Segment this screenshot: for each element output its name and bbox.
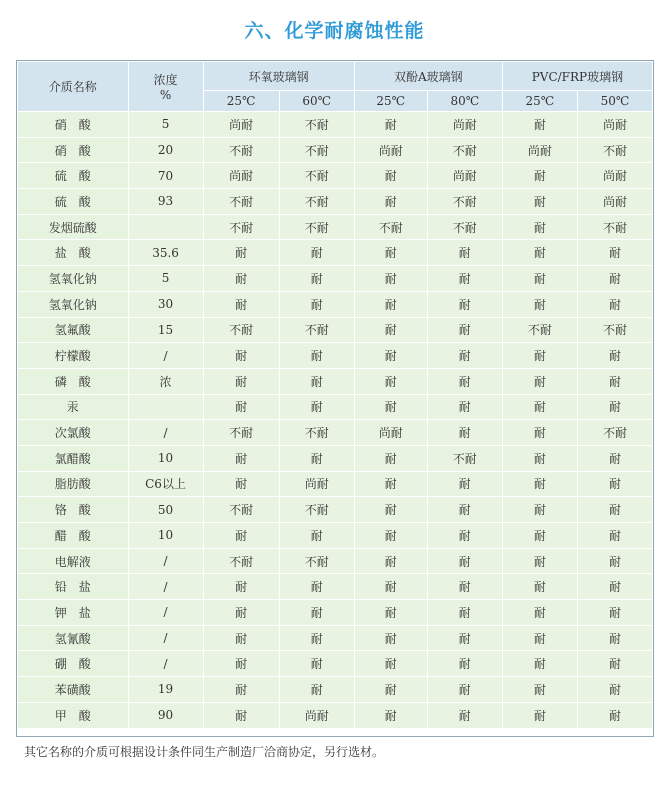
resistance-cell: 耐	[502, 214, 577, 240]
table-row	[18, 368, 653, 394]
resistance-cell: 不耐	[203, 497, 279, 523]
resistance-cell: 耐	[502, 394, 577, 420]
resistance-cell: 耐	[203, 523, 279, 549]
resistance-cell: 耐	[354, 523, 427, 549]
header-temp: 25℃	[354, 91, 427, 112]
resistance-cell: 耐	[203, 240, 279, 266]
resistance-cell: 耐	[577, 368, 652, 394]
table-row	[18, 266, 653, 292]
resistance-cell: 尚耐	[577, 112, 652, 138]
medium-cell: 氯醋酸	[18, 445, 129, 471]
resistance-cell: 耐	[354, 471, 427, 497]
resistance-cell: 耐	[577, 240, 652, 266]
resistance-cell: 耐	[502, 368, 577, 394]
medium-cell: 脂肪酸	[18, 471, 129, 497]
resistance-cell: 耐	[427, 625, 502, 651]
resistance-cell: 不耐	[354, 214, 427, 240]
table-row	[18, 651, 653, 677]
concentration-cell: 93	[128, 189, 203, 215]
resistance-cell: 耐	[502, 420, 577, 446]
resistance-cell: 耐	[427, 394, 502, 420]
medium-cell: 硝 酸	[18, 112, 129, 138]
resistance-cell: 耐	[279, 677, 354, 703]
resistance-cell: 耐	[577, 651, 652, 677]
resistance-cell: 耐	[203, 343, 279, 369]
resistance-cell: 不耐	[203, 548, 279, 574]
table-row	[18, 574, 653, 600]
concentration-cell: 浓	[128, 368, 203, 394]
resistance-cell: 耐	[577, 394, 652, 420]
resistance-cell: 耐	[427, 291, 502, 317]
resistance-cell: 耐	[279, 625, 354, 651]
resistance-cell: 耐	[577, 548, 652, 574]
resistance-cell: 不耐	[279, 112, 354, 138]
resistance-cell: 耐	[427, 368, 502, 394]
resistance-cell: 耐	[354, 368, 427, 394]
table-row	[18, 420, 653, 446]
concentration-cell: 20	[128, 137, 203, 163]
medium-cell: 氢氧化钠	[18, 266, 129, 292]
resistance-cell: 不耐	[203, 189, 279, 215]
resistance-cell: 耐	[354, 600, 427, 626]
concentration-cell	[128, 214, 203, 240]
table-row	[18, 600, 653, 626]
resistance-cell: 耐	[354, 163, 427, 189]
medium-cell: 甲 酸	[18, 702, 129, 728]
resistance-cell: 耐	[427, 343, 502, 369]
resistance-cell: 耐	[354, 702, 427, 728]
resistance-cell: 耐	[354, 574, 427, 600]
concentration-cell: 10	[128, 523, 203, 549]
resistance-cell: 耐	[577, 677, 652, 703]
resistance-cell: 不耐	[279, 497, 354, 523]
resistance-cell: 耐	[577, 266, 652, 292]
table-body	[18, 112, 653, 729]
resistance-cell: 不耐	[279, 317, 354, 343]
resistance-cell: 耐	[279, 600, 354, 626]
resistance-cell: 耐	[502, 548, 577, 574]
concentration-cell: 90	[128, 702, 203, 728]
resistance-cell: 耐	[354, 497, 427, 523]
resistance-cell: 耐	[502, 291, 577, 317]
resistance-cell: 不耐	[203, 420, 279, 446]
resistance-cell: 不耐	[577, 214, 652, 240]
header-temp: 60℃	[279, 91, 354, 112]
resistance-cell: 尚耐	[502, 137, 577, 163]
resistance-cell: 耐	[502, 112, 577, 138]
concentration-cell: /	[128, 600, 203, 626]
resistance-cell: 耐	[354, 291, 427, 317]
concentration-cell: 15	[128, 317, 203, 343]
table-row	[18, 471, 653, 497]
resistance-cell: 耐	[502, 343, 577, 369]
medium-cell: 次氯酸	[18, 420, 129, 446]
resistance-cell: 耐	[577, 600, 652, 626]
resistance-cell: 不耐	[427, 189, 502, 215]
header-temp: 80℃	[427, 91, 502, 112]
concentration-cell: /	[128, 574, 203, 600]
resistance-cell: 尚耐	[279, 702, 354, 728]
resistance-cell: 不耐	[203, 317, 279, 343]
resistance-cell: 不耐	[279, 214, 354, 240]
medium-cell: 柠檬酸	[18, 343, 129, 369]
resistance-cell: 耐	[203, 368, 279, 394]
resistance-cell: 耐	[203, 266, 279, 292]
header-temp: 25℃	[203, 91, 279, 112]
medium-cell: 钾 盐	[18, 600, 129, 626]
resistance-cell: 耐	[502, 600, 577, 626]
footnote: 其它名称的介质可根据设计条件同生产制造厂洽商协定，另行选材。	[24, 745, 385, 759]
resistance-cell: 耐	[502, 625, 577, 651]
resistance-cell: 耐	[203, 574, 279, 600]
concentration-cell: 5	[128, 112, 203, 138]
resistance-cell: 不耐	[427, 137, 502, 163]
resistance-cell: 耐	[502, 189, 577, 215]
resistance-cell: 不耐	[279, 420, 354, 446]
medium-cell: 电解液	[18, 548, 129, 574]
resistance-cell: 耐	[354, 240, 427, 266]
resistance-cell: 耐	[279, 266, 354, 292]
table-row	[18, 112, 653, 138]
resistance-cell: 耐	[427, 497, 502, 523]
header-group-bisphenol-a: 双酚A玻璃钢	[354, 62, 502, 91]
resistance-cell: 耐	[354, 112, 427, 138]
resistance-cell: 不耐	[279, 548, 354, 574]
concentration-cell: /	[128, 625, 203, 651]
resistance-cell: 耐	[203, 600, 279, 626]
resistance-cell: 耐	[577, 445, 652, 471]
resistance-cell: 耐	[427, 471, 502, 497]
header-medium: 介质名称	[18, 62, 129, 112]
table-row	[18, 677, 653, 703]
resistance-cell: 耐	[279, 368, 354, 394]
resistance-cell: 耐	[203, 445, 279, 471]
resistance-cell: 耐	[354, 189, 427, 215]
resistance-cell: 耐	[502, 445, 577, 471]
header-concentration-unit: %	[159, 88, 172, 102]
concentration-cell: 5	[128, 266, 203, 292]
medium-cell: 苯磺酸	[18, 677, 129, 703]
table-row	[18, 317, 653, 343]
resistance-cell: 尚耐	[203, 112, 279, 138]
resistance-cell: 耐	[502, 523, 577, 549]
resistance-cell: 耐	[354, 625, 427, 651]
resistance-cell: 耐	[354, 317, 427, 343]
resistance-cell: 耐	[427, 240, 502, 266]
medium-cell: 氢氧化钠	[18, 291, 129, 317]
header-concentration-label: 浓度	[153, 73, 178, 87]
resistance-cell: 耐	[203, 394, 279, 420]
page-title: 六、化学耐腐蚀性能	[244, 20, 425, 42]
concentration-cell: /	[128, 548, 203, 574]
resistance-cell: 尚耐	[203, 163, 279, 189]
resistance-cell: 耐	[427, 266, 502, 292]
resistance-cell: 耐	[577, 291, 652, 317]
resistance-cell: 耐	[577, 497, 652, 523]
resistance-cell: 耐	[577, 523, 652, 549]
header-temp: 50℃	[577, 91, 652, 112]
concentration-cell: C6以上	[128, 471, 203, 497]
medium-cell: 醋 酸	[18, 523, 129, 549]
resistance-cell: 耐	[502, 240, 577, 266]
resistance-cell: 耐	[354, 677, 427, 703]
table-row	[18, 394, 653, 420]
resistance-cell: 不耐	[577, 420, 652, 446]
resistance-cell: 耐	[279, 445, 354, 471]
table-row	[18, 189, 653, 215]
resistance-cell: 耐	[354, 394, 427, 420]
resistance-cell: 耐	[354, 266, 427, 292]
resistance-cell: 尚耐	[577, 163, 652, 189]
table-row	[18, 625, 653, 651]
resistance-cell: 不耐	[203, 137, 279, 163]
resistance-cell: 耐	[203, 471, 279, 497]
resistance-cell: 不耐	[577, 317, 652, 343]
resistance-cell: 不耐	[427, 214, 502, 240]
header-temp: 25℃	[502, 91, 577, 112]
resistance-cell: 耐	[203, 651, 279, 677]
resistance-cell: 尚耐	[279, 471, 354, 497]
resistance-cell: 耐	[427, 574, 502, 600]
resistance-cell: 不耐	[203, 214, 279, 240]
concentration-cell: 10	[128, 445, 203, 471]
concentration-cell: /	[128, 420, 203, 446]
medium-cell: 硼 酸	[18, 651, 129, 677]
resistance-cell: 耐	[577, 702, 652, 728]
resistance-cell: 不耐	[279, 189, 354, 215]
table-row	[18, 343, 653, 369]
table-row	[18, 240, 653, 266]
resistance-cell: 耐	[427, 702, 502, 728]
resistance-cell: 耐	[427, 651, 502, 677]
resistance-cell: 耐	[502, 471, 577, 497]
resistance-cell: 耐	[502, 574, 577, 600]
resistance-cell: 耐	[427, 548, 502, 574]
table-row	[18, 523, 653, 549]
resistance-cell: 尚耐	[427, 112, 502, 138]
resistance-cell: 耐	[354, 445, 427, 471]
resistance-cell: 耐	[279, 343, 354, 369]
medium-cell: 磷 酸	[18, 368, 129, 394]
resistance-cell: 耐	[203, 677, 279, 703]
resistance-cell: 尚耐	[354, 137, 427, 163]
medium-cell: 汞	[18, 394, 129, 420]
table-row	[18, 137, 653, 163]
concentration-cell: 19	[128, 677, 203, 703]
table-row	[18, 163, 653, 189]
resistance-cell: 耐	[427, 523, 502, 549]
resistance-cell: 耐	[279, 574, 354, 600]
concentration-cell	[128, 394, 203, 420]
table-row	[18, 702, 653, 728]
table-row	[18, 445, 653, 471]
resistance-cell: 耐	[427, 420, 502, 446]
medium-cell: 铬 酸	[18, 497, 129, 523]
resistance-cell: 耐	[279, 240, 354, 266]
resistance-cell: 耐	[502, 677, 577, 703]
medium-cell: 硫 酸	[18, 189, 129, 215]
table-row	[18, 291, 653, 317]
resistance-cell: 尚耐	[354, 420, 427, 446]
concentration-cell: 70	[128, 163, 203, 189]
resistance-cell: 不耐	[577, 137, 652, 163]
medium-cell: 氢氰酸	[18, 625, 129, 651]
header-concentration	[128, 62, 203, 112]
resistance-cell: 耐	[279, 291, 354, 317]
resistance-cell: 耐	[279, 394, 354, 420]
resistance-cell: 耐	[502, 497, 577, 523]
medium-cell: 铅 盐	[18, 574, 129, 600]
resistance-cell: 尚耐	[577, 189, 652, 215]
header-group-epoxy: 环氧玻璃钢	[203, 62, 354, 91]
medium-cell: 盐 酸	[18, 240, 129, 266]
resistance-cell: 耐	[502, 702, 577, 728]
medium-cell: 硝 酸	[18, 137, 129, 163]
table-row	[18, 497, 653, 523]
resistance-cell: 耐	[279, 523, 354, 549]
resistance-cell: 不耐	[279, 163, 354, 189]
resistance-cell: 耐	[427, 677, 502, 703]
table-row	[18, 548, 653, 574]
corrosion-resistance-table	[17, 61, 653, 729]
resistance-cell: 耐	[203, 702, 279, 728]
resistance-cell: 耐	[354, 548, 427, 574]
medium-cell: 发烟硫酸	[18, 214, 129, 240]
resistance-cell: 不耐	[502, 317, 577, 343]
resistance-cell: 耐	[354, 343, 427, 369]
resistance-cell: 耐	[577, 574, 652, 600]
resistance-cell: 耐	[203, 291, 279, 317]
concentration-cell: 35.6	[128, 240, 203, 266]
resistance-cell: 耐	[502, 651, 577, 677]
concentration-cell: 50	[128, 497, 203, 523]
resistance-cell: 耐	[427, 317, 502, 343]
resistance-cell: 耐	[577, 625, 652, 651]
concentration-cell: /	[128, 343, 203, 369]
resistance-cell: 耐	[502, 266, 577, 292]
resistance-cell: 不耐	[279, 137, 354, 163]
header-group-pvc-frp: PVC/FRP玻璃钢	[502, 62, 652, 91]
resistance-cell: 耐	[354, 651, 427, 677]
resistance-cell: 耐	[577, 471, 652, 497]
resistance-cell: 耐	[577, 343, 652, 369]
resistance-cell: 耐	[279, 651, 354, 677]
medium-cell: 氢氟酸	[18, 317, 129, 343]
concentration-cell: 30	[128, 291, 203, 317]
resistance-cell: 耐	[203, 625, 279, 651]
resistance-cell: 尚耐	[427, 163, 502, 189]
resistance-cell: 耐	[427, 600, 502, 626]
table-row	[18, 214, 653, 240]
resistance-cell: 不耐	[427, 445, 502, 471]
resistance-cell: 耐	[502, 163, 577, 189]
concentration-cell: /	[128, 651, 203, 677]
medium-cell: 硫 酸	[18, 163, 129, 189]
